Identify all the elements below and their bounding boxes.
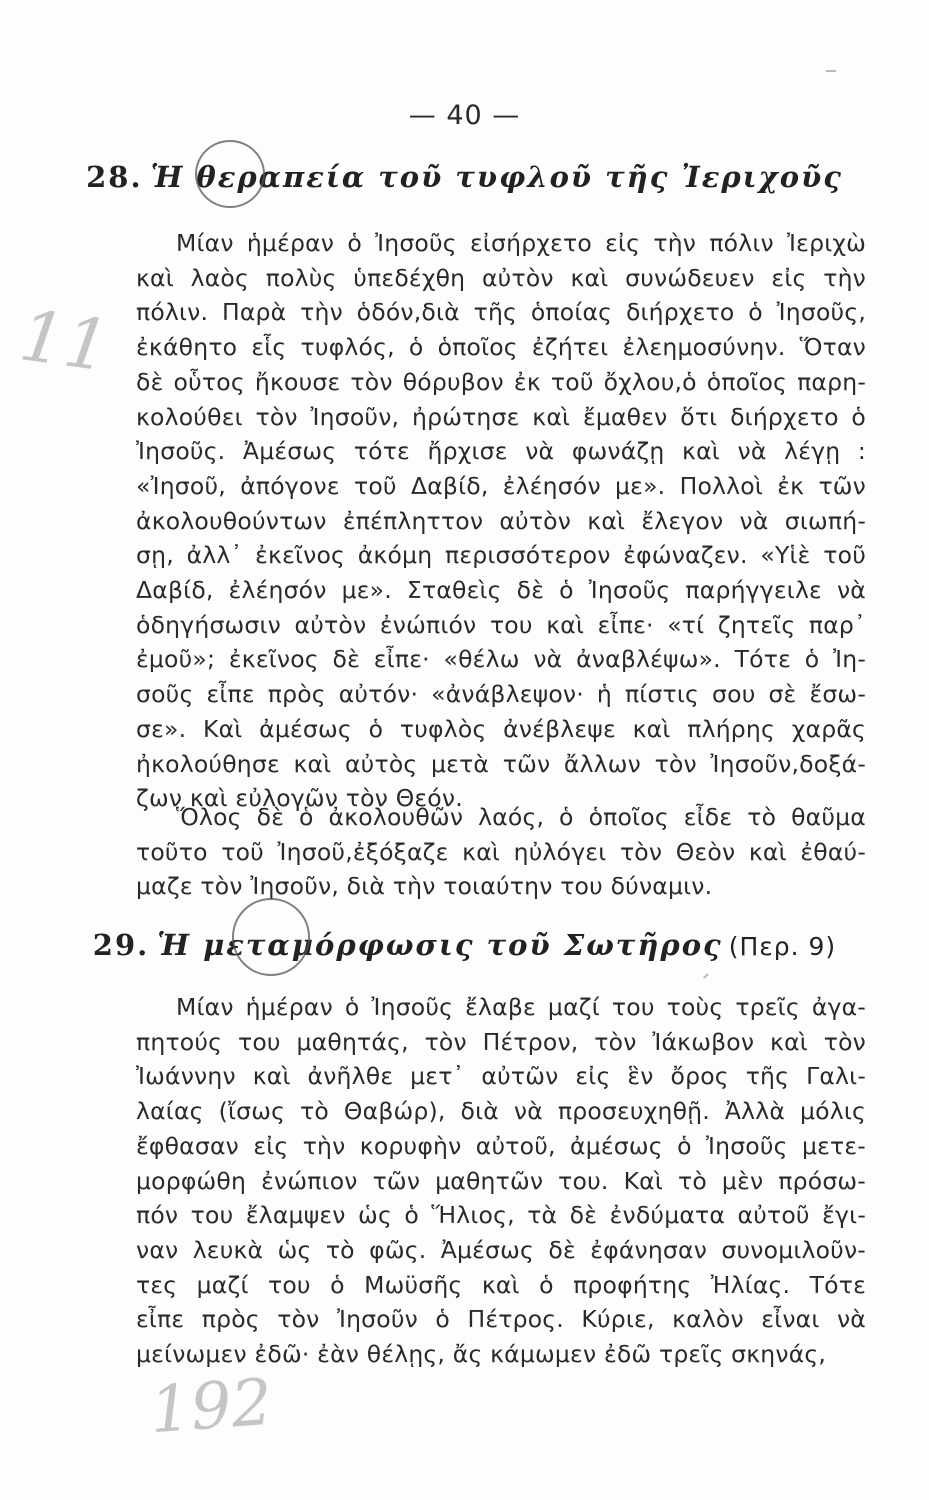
pencil-circle-29: [232, 898, 310, 976]
text-line: Ἰωάννην καὶ ἀνῆλθε μετ᾿ αὐτῶν εἰς ἓν ὄρος τῆς Γαλι-: [136, 1062, 866, 1091]
text-line: Μίαν ἡμέραν ὁ Ἰησοῦς ἔλαβε μαζί του τοὺς τρεῖς ἀγα-: [176, 993, 866, 1021]
section-29-title: Ἡ μεταμόρφωσις τοῦ Σωτῆρος: [157, 928, 723, 962]
section-28-paragraph-2: [136, 800, 866, 904]
margin-note-bottom: 192: [147, 1365, 275, 1449]
text-line: Δαβίδ, ἐλέησόν με». Σταθεὶς δὲ ὁ Ἰησοῦς παρήγγειλε νὰ: [136, 576, 866, 605]
text-line: πητούς του μαθητάς, τὸν Πέτρον, τὸν Ἰάκωβον καὶ τὸν: [136, 1027, 866, 1056]
text-line: ἐκάθητο εἷς τυφλός, ὁ ὁποῖος ἐζήτει ἐλεημοσύνην. Ὅταν: [136, 333, 866, 362]
text-line: Ὅλος δὲ ὁ ἀκολουθῶν λαός, ὁ ὁποῖος εἶδε τὸ θαῦμα: [176, 803, 866, 831]
text-line: τοῦτο τοῦ Ἰησοῦ,ἐξόξαζε καὶ ηὐλόγει τὸν Θεὸν καὶ ἐθαύ-: [136, 837, 866, 866]
text-line: Μίαν ἡμέραν ὁ Ἰησοῦς εἰσήρχετο εἰς τὴν πόλιν Ἰεριχὼ: [176, 229, 866, 257]
section-28-number: 28.: [86, 160, 143, 194]
text-line: ἀκολουθούντων ἐπέπληττον αὐτὸν καὶ ἔλεγον νὰ σιωπή-: [136, 506, 866, 535]
section-29-reference: (Περ. 9): [728, 932, 837, 961]
text-line: καὶ λαὸς πολὺς ὑπεδέχθη αὐτὸν καὶ συνώδευεν εἰς τὴν: [136, 263, 866, 292]
section-28-heading: [0, 160, 929, 194]
text-line: ἠκολούθησε καὶ αὐτὸς μετὰ τῶν ἄλλων τὸν Ἰησοῦν,δοξά-: [136, 749, 866, 778]
text-line: «Ἰησοῦ, ἀπόγονε τοῦ Δαβίδ, ἐλέησόν με». Πολλοὶ ἐκ τῶν: [136, 471, 866, 500]
text-line: εἶπε πρὸς τὸν Ἰησοῦν ὁ Πέτρος. Κύριε, καλὸν εἶναι νὰ: [136, 1305, 866, 1334]
text-line: λαίας (ἴσως τὸ Θαβώρ), διὰ νὰ προσευχηθῇ. Ἀλλὰ μόλις: [136, 1097, 866, 1126]
text-line: μαζε τὸν Ἰησοῦν, διὰ τὴν τοιαύτην του δύναμιν.: [136, 872, 713, 901]
text-line: μείνωμεν ἐδῶ· ἐὰν θέλῃς, ἄς κάμωμεν ἐδῶ τρεῖς σκηνάς,: [136, 1340, 827, 1369]
text-line: σοῦς εἶπε πρὸς αὐτόν· «ἀνάβλεψον· ἡ πίστις σου σὲ ἔσω-: [136, 680, 866, 709]
text-line: πόν του ἔλαμψεν ὡς ὁ Ἥλιος, τὰ δὲ ἐνδύματα αὐτοῦ ἔγι-: [136, 1201, 866, 1230]
text-line: δὲ οὗτος ἤκουσε τὸν θόρυβον ἐκ τοῦ ὄχλου,ὁ ὁποῖος παρη-: [136, 367, 866, 396]
text-line: ἔφθασαν εἰς τὴν κορυφὴν αὐτοῦ, ἀμέσως ὁ Ἰησοῦς μετε-: [136, 1131, 866, 1160]
text-line: τες μαζί του ὁ Μωϋσῆς καὶ ὁ προφήτης Ἠλίας. Τότε: [136, 1270, 866, 1299]
section-28-paragraph-1: [136, 226, 866, 816]
stray-mark: [703, 973, 709, 978]
text-line: ζων καὶ εὐλογῶν τὸν Θεόν.: [136, 784, 463, 813]
margin-note-left: 11: [14, 294, 115, 388]
text-line: κολούθει τὸν Ἰησοῦν, ἠρώτησε καὶ ἔμαθεν ὅτι διήρχετο ὁ: [136, 402, 866, 431]
text-line: ἐμοῦ»; ἐκεῖνος δὲ εἶπε· «θέλω νὰ ἀναβλέψω». Τότε ὁ Ἰη-: [136, 645, 866, 674]
section-29-number: 29.: [92, 928, 150, 962]
section-28-title: Ἡ θεραπεία τοῦ τυφλοῦ τῆς Ἰεριχοῦς: [150, 160, 843, 194]
pencil-circle-28: [195, 140, 265, 208]
section-29-heading: [0, 928, 929, 962]
section-29-paragraph-1: [136, 990, 866, 1372]
text-line: μορφώθη ἐνώπιον τῶν μαθητῶν του. Καὶ τὸ μὲν πρόσω-: [136, 1166, 866, 1195]
text-line: σῃ, ἀλλ᾿ ἐκεῖνος ἀκόμη περισσότερον ἐφώναζεν. «Υἱὲ τοῦ: [136, 541, 866, 570]
text-line: Ἰησοῦς. Ἀμέσως τότε ἤρχισε νὰ φωνάζῃ καὶ νὰ λέγῃ :: [136, 437, 866, 466]
stray-mark: [826, 70, 836, 72]
text-line: ὁδηγήσωσιν αὐτὸν ἐνώπιόν του καὶ εἶπε· «τί ζητεῖς παρ᾿: [136, 610, 866, 639]
text-line: ναν λευκὰ ὡς τὸ φῶς. Ἀμέσως δὲ ἐφάνησαν συνομιλοῦν-: [136, 1235, 866, 1264]
text-line: πόλιν. Παρὰ τὴν ὁδόν,διὰ τῆς ὁποίας διήρχετο ὁ Ἰησοῦς,: [136, 298, 866, 327]
text-line: σε». Καὶ ἀμέσως ὁ τυφλὸς ἀνέβλεψε καὶ πλήρης χαρᾶς: [136, 714, 866, 743]
page-number: — 40 —: [408, 100, 521, 131]
